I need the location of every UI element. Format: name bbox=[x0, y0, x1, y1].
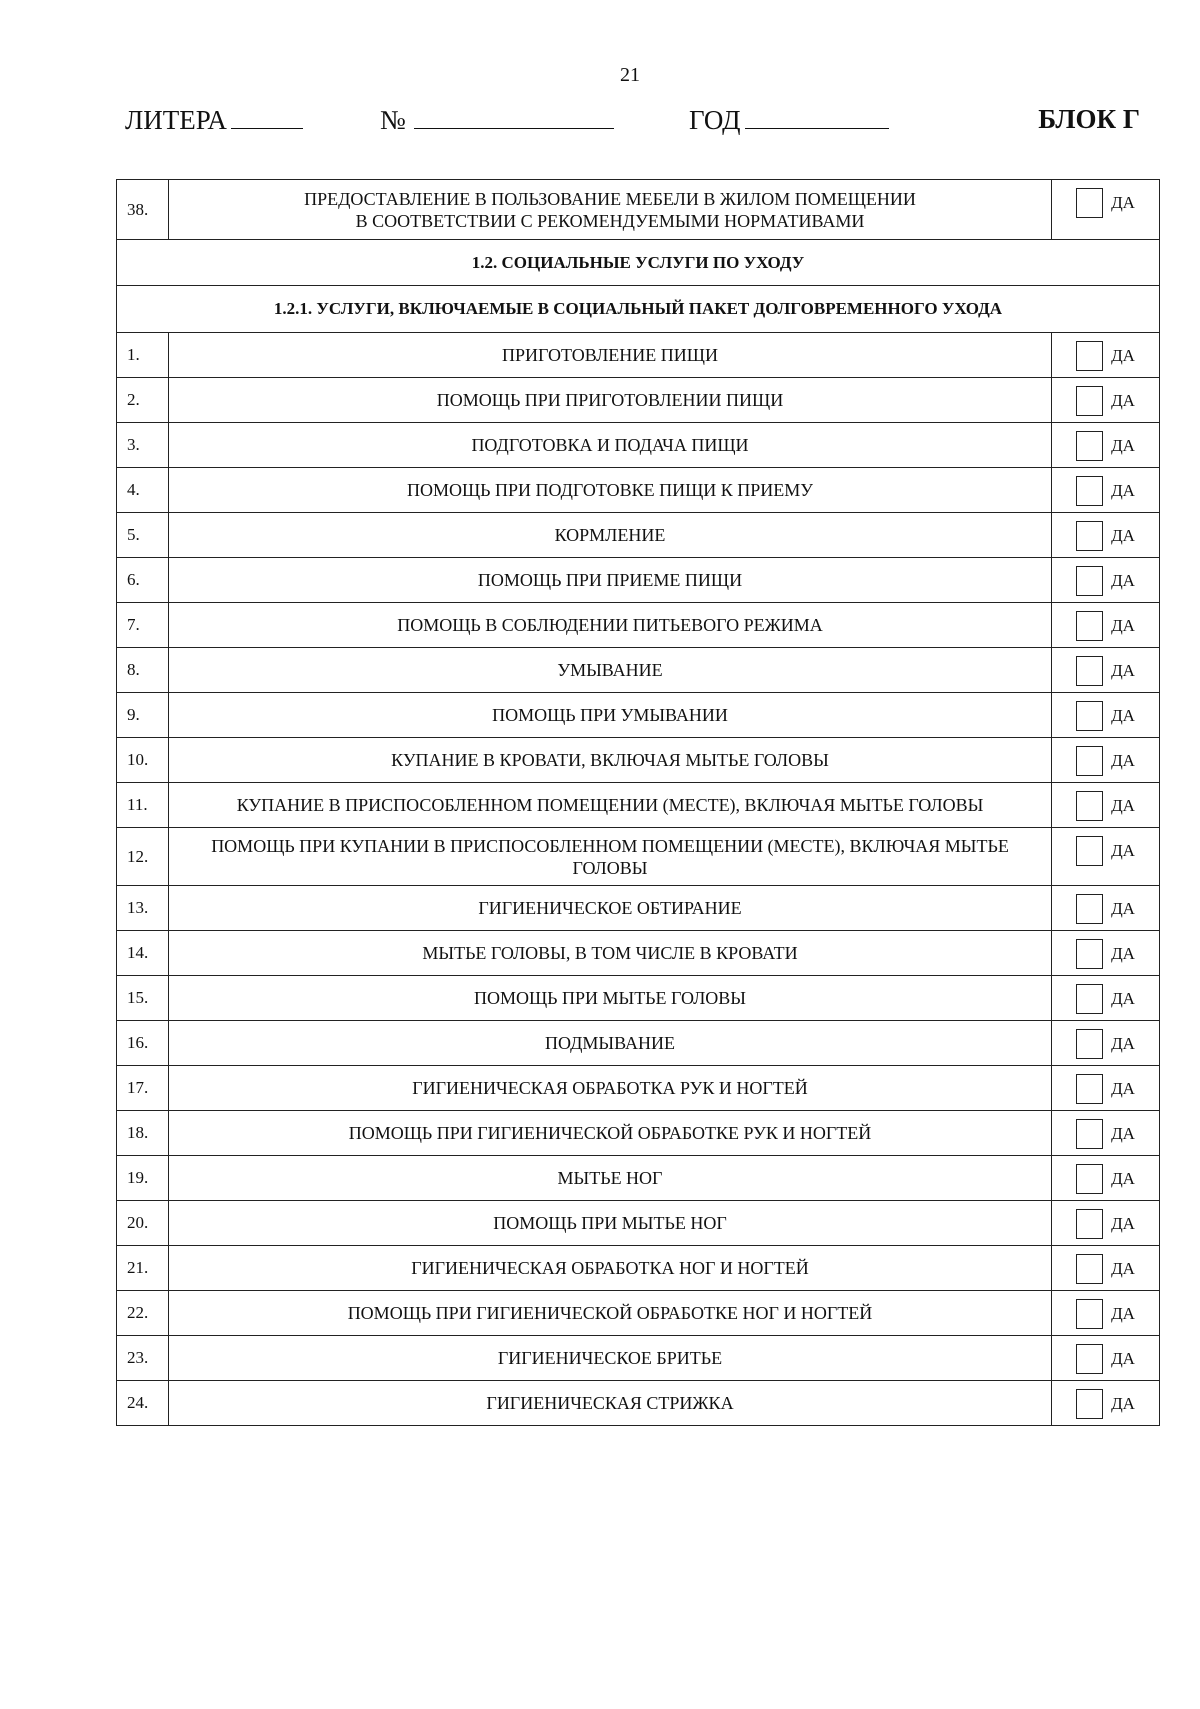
number-field bbox=[380, 104, 614, 136]
row-number: 4. bbox=[117, 468, 169, 513]
yes-cell bbox=[1052, 558, 1160, 603]
yes-label: ДА bbox=[1111, 1124, 1135, 1143]
row-number: 7. bbox=[117, 603, 169, 648]
service-text: ГИГИЕНИЧЕСКОЕ БРИТЬЕ bbox=[169, 1336, 1052, 1381]
year-label: ГОД bbox=[689, 105, 741, 135]
table-row bbox=[117, 1336, 1160, 1381]
row-number: 1. bbox=[117, 333, 169, 378]
yes-label: ДА bbox=[1111, 796, 1135, 815]
yes-cell bbox=[1052, 783, 1160, 828]
row-number: 23. bbox=[117, 1336, 169, 1381]
yes-cell bbox=[1052, 333, 1160, 378]
yes-cell bbox=[1052, 828, 1160, 886]
service-text: ПОМОЩЬ ПРИ ПРИЕМЕ ПИЩИ bbox=[169, 558, 1052, 603]
yes-cell bbox=[1052, 513, 1160, 558]
yes-label: ДА bbox=[1111, 1259, 1135, 1278]
yes-cell bbox=[1052, 931, 1160, 976]
table-row bbox=[117, 1111, 1160, 1156]
service-text-line: ПРЕДОСТАВЛЕНИЕ В ПОЛЬЗОВАНИЕ МЕБЕЛИ В ЖИЛОМ ПОМЕЩЕНИИ bbox=[304, 188, 916, 209]
row-number: 21. bbox=[117, 1246, 169, 1291]
block-label: БЛОК Г bbox=[1038, 104, 1140, 134]
yes-checkbox[interactable] bbox=[1076, 341, 1103, 371]
yes-cell bbox=[1052, 1156, 1160, 1201]
service-text: МЫТЬЕ ГОЛОВЫ, В ТОМ ЧИСЛЕ В КРОВАТИ bbox=[169, 931, 1052, 976]
yes-label: ДА bbox=[1111, 481, 1135, 500]
yes-cell bbox=[1052, 976, 1160, 1021]
table-row bbox=[117, 886, 1160, 931]
yes-label: ДА bbox=[1111, 841, 1135, 860]
service-text: ПОМОЩЬ ПРИ УМЫВАНИИ bbox=[169, 693, 1052, 738]
yes-checkbox[interactable] bbox=[1076, 1209, 1103, 1239]
service-text: ГИГИЕНИЧЕСКОЕ ОБТИРАНИЕ bbox=[169, 886, 1052, 931]
service-text: УМЫВАНИЕ bbox=[169, 648, 1052, 693]
row-number: 11. bbox=[117, 783, 169, 828]
yes-checkbox[interactable] bbox=[1076, 611, 1103, 641]
yes-checkbox[interactable] bbox=[1076, 939, 1103, 969]
table-row bbox=[117, 1066, 1160, 1111]
yes-cell bbox=[1052, 886, 1160, 931]
row-number: 14. bbox=[117, 931, 169, 976]
yes-cell bbox=[1052, 738, 1160, 783]
service-text: ПОМОЩЬ ПРИ КУПАНИИ В ПРИСПОСОБЛЕННОМ ПОМЕЩЕНИИ (МЕСТЕ), ВКЛЮЧАЯ МЫТЬЕ ГОЛОВЫ bbox=[169, 828, 1052, 886]
yes-checkbox[interactable] bbox=[1076, 701, 1103, 731]
service-text: ПОМОЩЬ ПРИ ПОДГОТОВКЕ ПИЩИ К ПРИЕМУ bbox=[169, 468, 1052, 513]
row-number: 24. bbox=[117, 1381, 169, 1426]
yes-label: ДА bbox=[1111, 751, 1135, 770]
yes-checkbox[interactable] bbox=[1076, 656, 1103, 686]
service-text: ГИГИЕНИЧЕСКАЯ СТРИЖКА bbox=[169, 1381, 1052, 1426]
row-number: 9. bbox=[117, 693, 169, 738]
yes-label: ДА bbox=[1111, 346, 1135, 365]
yes-checkbox[interactable] bbox=[1076, 984, 1103, 1014]
number-label: № bbox=[380, 105, 406, 135]
yes-cell bbox=[1052, 423, 1160, 468]
services-table bbox=[116, 179, 1160, 1426]
row-number: 38. bbox=[117, 180, 169, 240]
row-number: 5. bbox=[117, 513, 169, 558]
table-row bbox=[117, 931, 1160, 976]
yes-checkbox[interactable] bbox=[1076, 566, 1103, 596]
row-number: 19. bbox=[117, 1156, 169, 1201]
table-row bbox=[117, 423, 1160, 468]
yes-cell bbox=[1052, 378, 1160, 423]
row-number: 15. bbox=[117, 976, 169, 1021]
yes-checkbox[interactable] bbox=[1076, 1164, 1103, 1194]
yes-label: ДА bbox=[1111, 1394, 1135, 1413]
year-blank[interactable] bbox=[745, 104, 889, 129]
yes-label: ДА bbox=[1111, 706, 1135, 725]
yes-checkbox[interactable] bbox=[1076, 188, 1103, 218]
litera-label: ЛИТЕРА bbox=[125, 105, 227, 135]
yes-checkbox[interactable] bbox=[1076, 894, 1103, 924]
yes-checkbox[interactable] bbox=[1076, 1119, 1103, 1149]
service-text: ПОМОЩЬ ПРИ ГИГИЕНИЧЕСКОЙ ОБРАБОТКЕ РУК И НОГТЕЙ bbox=[169, 1111, 1052, 1156]
service-text-line: В СООТВЕТСТВИИ С РЕКОМЕНДУЕМЫМИ НОРМАТИВАМИ bbox=[355, 210, 865, 231]
yes-cell bbox=[1052, 1381, 1160, 1426]
yes-label: ДА bbox=[1111, 526, 1135, 545]
table-row bbox=[117, 738, 1160, 783]
service-text: ПОМОЩЬ ПРИ ГИГИЕНИЧЕСКОЙ ОБРАБОТКЕ НОГ И НОГТЕЙ bbox=[169, 1291, 1052, 1336]
row-number: 20. bbox=[117, 1201, 169, 1246]
table-row bbox=[117, 378, 1160, 423]
service-text: ПОДГОТОВКА И ПОДАЧА ПИЩИ bbox=[169, 423, 1052, 468]
litera-field bbox=[125, 104, 303, 136]
table-row bbox=[117, 1156, 1160, 1201]
table-row bbox=[117, 828, 1160, 886]
table-row bbox=[117, 180, 1160, 240]
row-number: 13. bbox=[117, 886, 169, 931]
number-blank[interactable] bbox=[414, 104, 614, 129]
table-row bbox=[117, 1381, 1160, 1426]
table-row bbox=[117, 513, 1160, 558]
yes-label: ДА bbox=[1111, 1214, 1135, 1233]
row-number: 16. bbox=[117, 1021, 169, 1066]
service-text: ПОМОЩЬ ПРИ МЫТЬЕ НОГ bbox=[169, 1201, 1052, 1246]
yes-label: ДА bbox=[1111, 1349, 1135, 1368]
yes-checkbox[interactable] bbox=[1076, 746, 1103, 776]
row-number: 10. bbox=[117, 738, 169, 783]
yes-cell bbox=[1052, 468, 1160, 513]
service-text: ПОДМЫВАНИЕ bbox=[169, 1021, 1052, 1066]
service-text bbox=[169, 180, 1052, 240]
yes-label: ДА bbox=[1111, 989, 1135, 1008]
yes-checkbox[interactable] bbox=[1076, 1299, 1103, 1329]
row-number: 3. bbox=[117, 423, 169, 468]
yes-label: ДА bbox=[1111, 899, 1135, 918]
service-text: КУПАНИЕ В ПРИСПОСОБЛЕННОМ ПОМЕЩЕНИИ (МЕСТЕ), ВКЛЮЧАЯ МЫТЬЕ ГОЛОВЫ bbox=[169, 783, 1052, 828]
row-number: 17. bbox=[117, 1066, 169, 1111]
yes-checkbox[interactable] bbox=[1076, 476, 1103, 506]
table-row bbox=[117, 558, 1160, 603]
yes-label: ДА bbox=[1111, 436, 1135, 455]
table-row bbox=[117, 1246, 1160, 1291]
row-number: 2. bbox=[117, 378, 169, 423]
row-number: 18. bbox=[117, 1111, 169, 1156]
row-number: 8. bbox=[117, 648, 169, 693]
subsection-row bbox=[117, 286, 1160, 333]
yes-label: ДА bbox=[1111, 1304, 1135, 1323]
yes-label: ДА bbox=[1111, 944, 1135, 963]
yes-label: ДА bbox=[1111, 1169, 1135, 1188]
row-number: 12. bbox=[117, 828, 169, 886]
yes-label: ДА bbox=[1111, 661, 1135, 680]
service-text: ПОМОЩЬ В СОБЛЮДЕНИИ ПИТЬЕВОГО РЕЖИМА bbox=[169, 603, 1052, 648]
table-row bbox=[117, 1201, 1160, 1246]
table-row bbox=[117, 603, 1160, 648]
yes-checkbox[interactable] bbox=[1076, 1344, 1103, 1374]
yes-cell bbox=[1052, 1291, 1160, 1336]
service-text: ПРИГОТОВЛЕНИЕ ПИЩИ bbox=[169, 333, 1052, 378]
yes-cell bbox=[1052, 180, 1160, 240]
yes-label: ДА bbox=[1111, 571, 1135, 590]
subsection-title: 1.2.1. УСЛУГИ, ВКЛЮЧАЕМЫЕ В СОЦИАЛЬНЫЙ ПАКЕТ ДОЛГОВРЕМЕННОГО УХОДА bbox=[117, 286, 1160, 333]
litera-blank[interactable] bbox=[231, 104, 303, 129]
service-text: ПОМОЩЬ ПРИ МЫТЬЕ ГОЛОВЫ bbox=[169, 976, 1052, 1021]
row-number: 22. bbox=[117, 1291, 169, 1336]
yes-checkbox[interactable] bbox=[1076, 1074, 1103, 1104]
table-row bbox=[117, 783, 1160, 828]
yes-label: ДА bbox=[1111, 391, 1135, 410]
table-row bbox=[117, 1291, 1160, 1336]
service-text: МЫТЬЕ НОГ bbox=[169, 1156, 1052, 1201]
table-row bbox=[117, 1021, 1160, 1066]
table-row bbox=[117, 468, 1160, 513]
yes-cell bbox=[1052, 1336, 1160, 1381]
table-row bbox=[117, 976, 1160, 1021]
yes-cell bbox=[1052, 1111, 1160, 1156]
service-text: КОРМЛЕНИЕ bbox=[169, 513, 1052, 558]
section-title: 1.2. СОЦИАЛЬНЫЕ УСЛУГИ ПО УХОДУ bbox=[117, 240, 1160, 286]
table-row bbox=[117, 693, 1160, 738]
yes-checkbox[interactable] bbox=[1076, 1029, 1103, 1059]
service-text: ГИГИЕНИЧЕСКАЯ ОБРАБОТКА НОГ И НОГТЕЙ bbox=[169, 1246, 1052, 1291]
page-number: 21 bbox=[620, 64, 640, 86]
yes-cell bbox=[1052, 1246, 1160, 1291]
year-field bbox=[689, 104, 889, 136]
yes-cell bbox=[1052, 603, 1160, 648]
yes-checkbox[interactable] bbox=[1076, 1389, 1103, 1419]
yes-label: ДА bbox=[1111, 616, 1135, 635]
yes-checkbox[interactable] bbox=[1076, 521, 1103, 551]
yes-cell bbox=[1052, 1201, 1160, 1246]
yes-cell bbox=[1052, 1066, 1160, 1111]
yes-cell bbox=[1052, 648, 1160, 693]
yes-cell bbox=[1052, 1021, 1160, 1066]
service-text: КУПАНИЕ В КРОВАТИ, ВКЛЮЧАЯ МЫТЬЕ ГОЛОВЫ bbox=[169, 738, 1052, 783]
yes-checkbox[interactable] bbox=[1076, 836, 1103, 866]
yes-label: ДА bbox=[1111, 193, 1135, 212]
row-number: 6. bbox=[117, 558, 169, 603]
service-text: ГИГИЕНИЧЕСКАЯ ОБРАБОТКА РУК И НОГТЕЙ bbox=[169, 1066, 1052, 1111]
yes-checkbox[interactable] bbox=[1076, 791, 1103, 821]
service-text: ПОМОЩЬ ПРИ ПРИГОТОВЛЕНИИ ПИЩИ bbox=[169, 378, 1052, 423]
form-header bbox=[125, 104, 1140, 140]
yes-cell bbox=[1052, 693, 1160, 738]
yes-label: ДА bbox=[1111, 1079, 1135, 1098]
yes-checkbox[interactable] bbox=[1076, 1254, 1103, 1284]
yes-label: ДА bbox=[1111, 1034, 1135, 1053]
yes-checkbox[interactable] bbox=[1076, 431, 1103, 461]
table-row bbox=[117, 333, 1160, 378]
table-row bbox=[117, 648, 1160, 693]
section-row bbox=[117, 240, 1160, 286]
yes-checkbox[interactable] bbox=[1076, 386, 1103, 416]
